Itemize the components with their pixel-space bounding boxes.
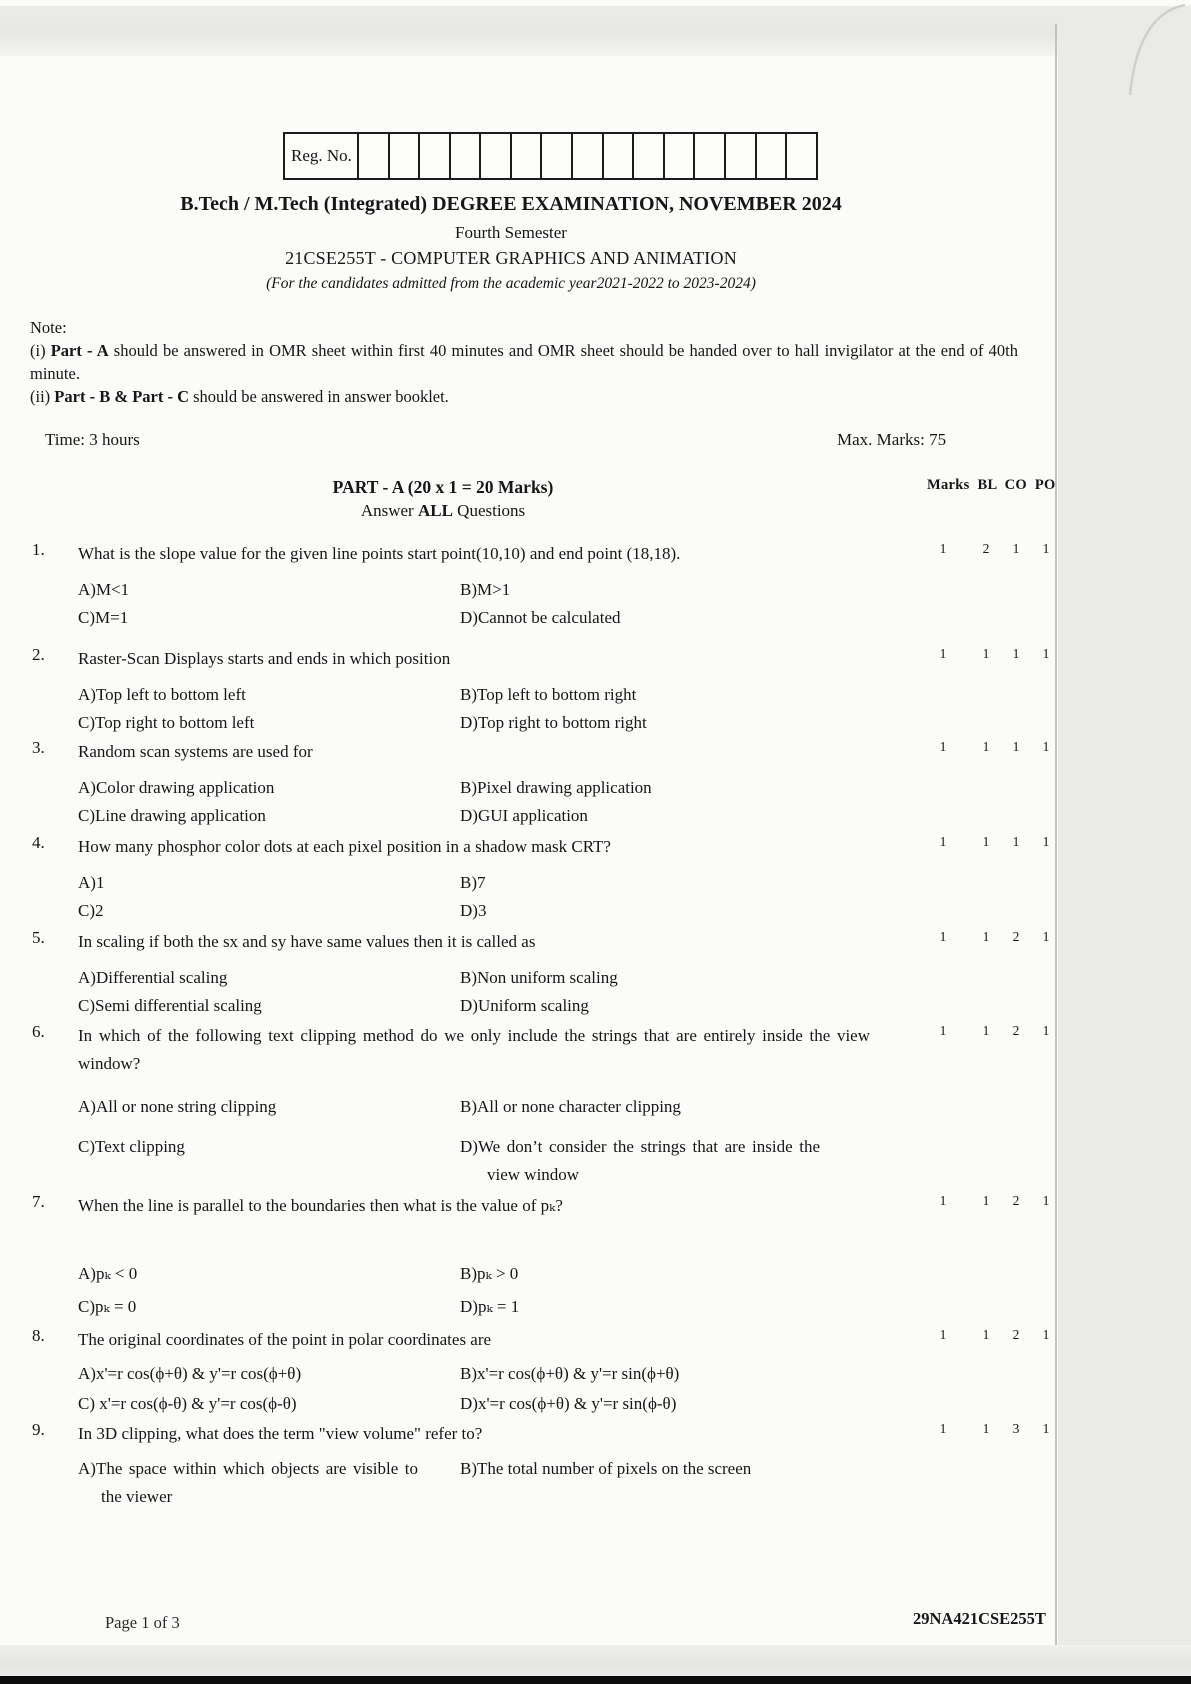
reg-no-cell bbox=[663, 134, 694, 178]
question-9 bbox=[30, 1420, 1090, 1511]
options bbox=[78, 576, 1090, 632]
reg-no-cell bbox=[724, 134, 755, 178]
marks-values: 1 1 1 1 bbox=[939, 646, 1050, 661]
question-text: In scaling if both the sx and sy have same values then it is called as bbox=[78, 932, 536, 951]
options bbox=[78, 1260, 1090, 1321]
time-allowed: Time: 3 hours bbox=[45, 430, 140, 449]
option: D)pₖ = 1 bbox=[460, 1297, 520, 1316]
options bbox=[78, 681, 1090, 737]
option: D)x'=r cos(ϕ+θ) & y'=r sin(ϕ-θ) bbox=[460, 1394, 677, 1413]
question-number: 3. bbox=[32, 738, 45, 757]
marks-column-header: Marks BL CO PO bbox=[927, 477, 1056, 493]
option: B)Top left to bottom right bbox=[460, 685, 637, 704]
options bbox=[78, 1360, 1090, 1418]
option: A)Differential scaling bbox=[78, 968, 228, 987]
question-2 bbox=[30, 645, 1090, 737]
question-1 bbox=[30, 540, 1090, 632]
option: A)The space within which objects are visible to the viewer bbox=[78, 1459, 418, 1506]
question-4 bbox=[30, 833, 1090, 925]
question-number: 1. bbox=[32, 540, 45, 559]
marks-values: 1 2 1 1 bbox=[939, 541, 1050, 556]
marks-values: 1 1 1 1 bbox=[939, 739, 1050, 754]
semester: Fourth Semester bbox=[455, 223, 567, 242]
reg-no-cell bbox=[357, 134, 388, 178]
question-text: The original coordinates of the point in polar coordinates are bbox=[78, 1330, 492, 1349]
scan-bottom-bar bbox=[0, 1676, 1191, 1684]
option: B)pₖ > 0 bbox=[460, 1264, 519, 1283]
marks-values: 1 1 2 1 bbox=[939, 929, 1050, 944]
option: C)Top right to bottom left bbox=[78, 713, 255, 732]
options bbox=[78, 1093, 1090, 1189]
question-text: Random scan systems are used for bbox=[78, 742, 313, 761]
option: A)M<1 bbox=[78, 580, 130, 599]
answer-instruction: Answer ALL Questions bbox=[360, 501, 526, 520]
reg-no-cell bbox=[755, 134, 786, 178]
reg-no-cell bbox=[479, 134, 510, 178]
note-i: (i) Part - A should be answered in OMR sheet within first 40 minutes and OMR sheet should be handed over to hall invigilator at the end of 40th minute. bbox=[30, 341, 1018, 383]
options bbox=[78, 869, 1090, 925]
question-text: When the line is parallel to the boundaries then what is the value of pₖ? bbox=[78, 1196, 563, 1215]
exam-title: B.Tech / M.Tech (Integrated) DEGREE EXAMINATION, NOVEMBER 2024 bbox=[180, 193, 842, 215]
reg-no-label: Reg. No. bbox=[291, 146, 352, 165]
option: B)x'=r cos(ϕ+θ) & y'=r sin(ϕ+θ) bbox=[460, 1364, 680, 1383]
reg-no-cell bbox=[510, 134, 541, 178]
footer-paper-code: 29NA421CSE255T bbox=[913, 1609, 1046, 1628]
option: A)Color drawing application bbox=[78, 778, 275, 797]
question-number: 4. bbox=[32, 833, 45, 852]
question-8 bbox=[30, 1326, 1090, 1418]
title-block bbox=[0, 193, 1022, 293]
question-7 bbox=[30, 1192, 1090, 1321]
question-5 bbox=[30, 928, 1090, 1020]
option: C)M=1 bbox=[78, 608, 129, 627]
option: D)We don’t consider the strings that are inside the view window bbox=[460, 1137, 820, 1184]
option: A)Top left to bottom left bbox=[78, 685, 246, 704]
option: B)7 bbox=[460, 873, 486, 892]
note-label: Note: bbox=[30, 318, 67, 337]
question-3 bbox=[30, 738, 1090, 830]
course-title: 21CSE255T - COMPUTER GRAPHICS AND ANIMATION bbox=[285, 248, 737, 268]
reg-no-cell bbox=[388, 134, 419, 178]
reg-no-cell bbox=[540, 134, 571, 178]
reg-no-cell bbox=[449, 134, 480, 178]
options bbox=[78, 1455, 1090, 1511]
reg-no-cell bbox=[418, 134, 449, 178]
scan-bottom-band bbox=[0, 1645, 1191, 1676]
option: C)Text clipping bbox=[78, 1137, 185, 1156]
options bbox=[78, 964, 1090, 1020]
marks-values: 1 1 3 1 bbox=[939, 1421, 1050, 1436]
option: A)1 bbox=[78, 873, 105, 892]
option: A)pₖ < 0 bbox=[78, 1264, 138, 1283]
reg-no-table bbox=[283, 132, 818, 180]
question-number: 9. bbox=[32, 1420, 45, 1439]
question-number: 5. bbox=[32, 928, 45, 947]
option: B)The total number of pixels on the screen bbox=[460, 1459, 752, 1478]
reg-no-cell bbox=[571, 134, 602, 178]
marks-values: 1 1 2 1 bbox=[939, 1023, 1050, 1038]
part-a-heading-block bbox=[0, 477, 886, 521]
part-a-heading: PART - A (20 x 1 = 20 Marks) bbox=[332, 477, 554, 497]
question-6 bbox=[30, 1022, 1090, 1189]
admission-note: (For the candidates admitted from the academic year2021-2022 to 2023-2024) bbox=[266, 275, 756, 292]
question-text: In which of the following text clipping method do we only include the strings that are entirely inside the view window? bbox=[78, 1026, 870, 1073]
max-marks: Max. Marks: 75 bbox=[837, 430, 947, 449]
option: C)Semi differential scaling bbox=[78, 996, 262, 1015]
reg-no-cell bbox=[602, 134, 633, 178]
option: C)2 bbox=[78, 901, 104, 920]
question-text: Raster-Scan Displays starts and ends in which position bbox=[78, 649, 451, 668]
option: B)Pixel drawing application bbox=[460, 778, 652, 797]
marks-values: 1 1 2 1 bbox=[939, 1193, 1050, 1208]
option: A)All or none string clipping bbox=[78, 1097, 277, 1116]
footer-page-number: Page 1 of 3 bbox=[105, 1613, 180, 1632]
option: D)GUI application bbox=[460, 806, 588, 825]
option: D)Cannot be calculated bbox=[460, 608, 621, 627]
reg-no-cell bbox=[693, 134, 724, 178]
note-block bbox=[30, 316, 1018, 408]
question-text: What is the slope value for the given line points start point(10,10) and end point (18,18). bbox=[78, 544, 681, 563]
page-corner-curl bbox=[1060, 0, 1190, 100]
question-number: 6. bbox=[32, 1022, 45, 1041]
option: C)pₖ = 0 bbox=[78, 1297, 137, 1316]
option: D)3 bbox=[460, 901, 487, 920]
question-number: 7. bbox=[32, 1192, 45, 1211]
option: B)All or none character clipping bbox=[460, 1097, 681, 1116]
question-number: 2. bbox=[32, 645, 45, 664]
option: C) x'=r cos(ϕ-θ) & y'=r cos(ϕ-θ) bbox=[78, 1394, 297, 1413]
option: C)Line drawing application bbox=[78, 806, 266, 825]
option: A)x'=r cos(ϕ+θ) & y'=r cos(ϕ+θ) bbox=[78, 1364, 302, 1383]
marks-values: 1 1 2 1 bbox=[939, 1327, 1050, 1342]
reg-no-cell bbox=[632, 134, 663, 178]
option: B)M>1 bbox=[460, 580, 511, 599]
options bbox=[78, 774, 1090, 830]
note-ii: (ii) Part - B & Part - C should be answered in answer booklet. bbox=[30, 387, 449, 406]
question-text: How many phosphor color dots at each pixel position in a shadow mask CRT? bbox=[78, 837, 611, 856]
option: B)Non uniform scaling bbox=[460, 968, 618, 987]
option: D)Uniform scaling bbox=[460, 996, 589, 1015]
marks-values: 1 1 1 1 bbox=[939, 834, 1050, 849]
question-text: In 3D clipping, what does the term "view volume" refer to? bbox=[78, 1424, 483, 1443]
option: D)Top right to bottom right bbox=[460, 713, 647, 732]
scan-top-band bbox=[0, 6, 1060, 56]
reg-no-cell bbox=[785, 134, 816, 178]
question-number: 8. bbox=[32, 1326, 45, 1345]
